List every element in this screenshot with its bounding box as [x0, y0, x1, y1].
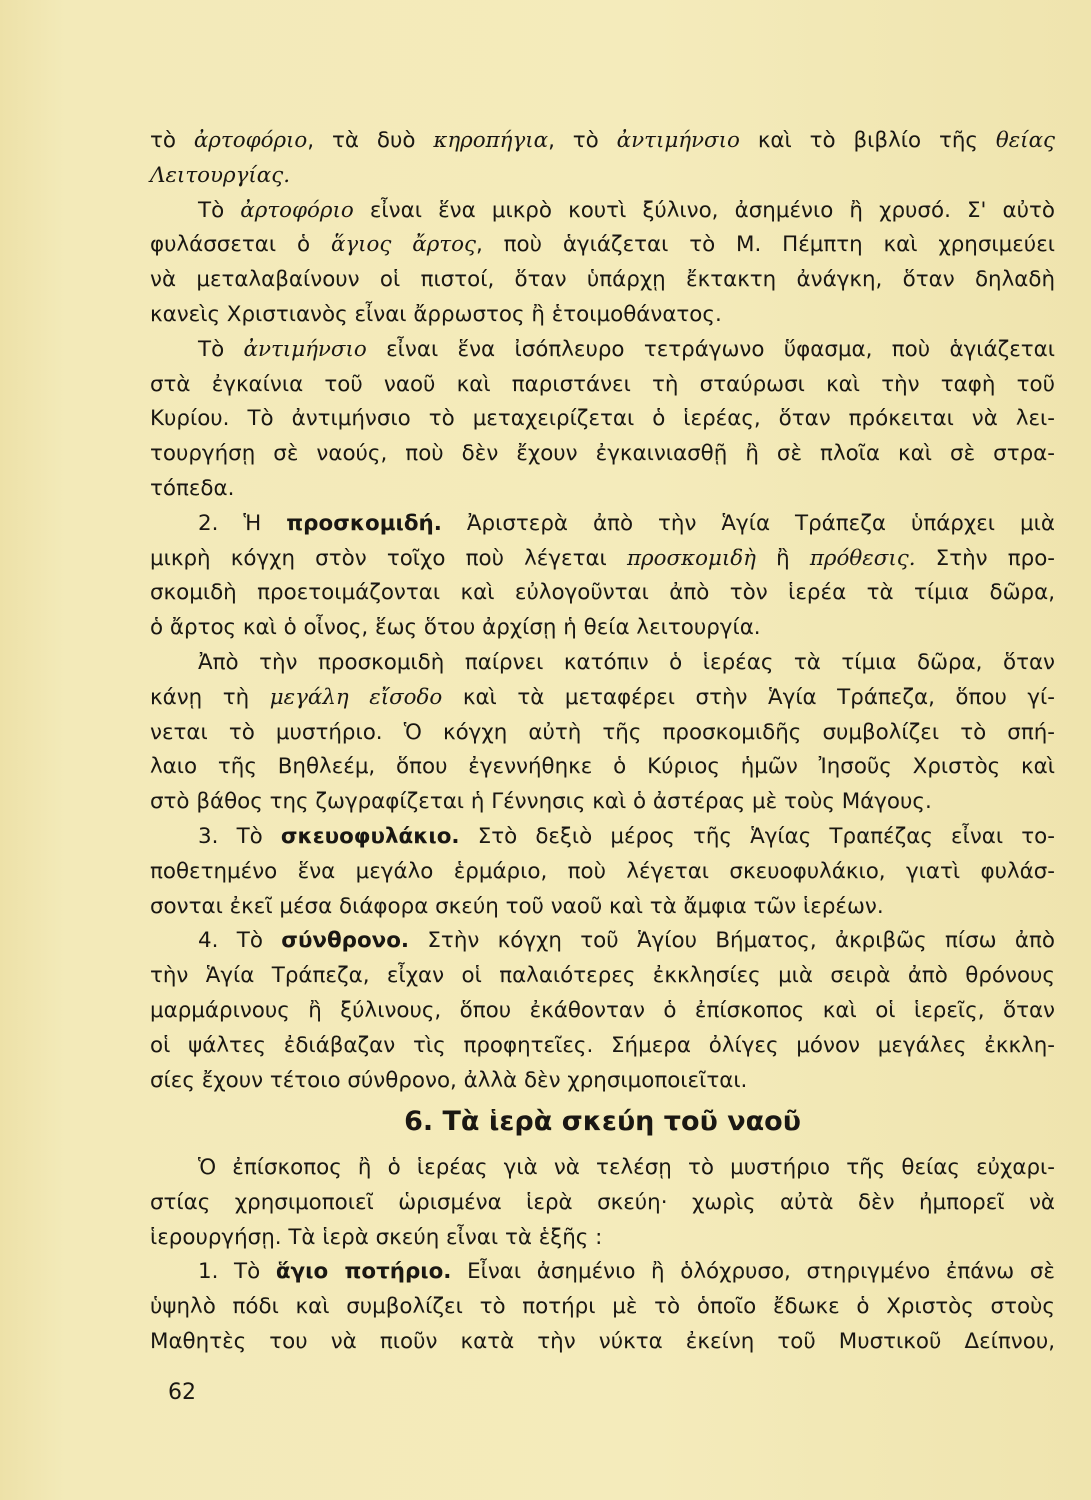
text-line: Ὁ ἐπίσκοπος ἢ ὁ ἱερέας γιὰ νὰ τελέσῃ τὸ μυστήριο τῆς θείας εὐχαρι-: [198, 1155, 1055, 1180]
text-line: σίες ἔχουν τέτοιο σύνθρονο, ἀλλὰ δὲν χρησιμοποιεῖται.: [150, 1067, 748, 1093]
text-line: Τὸ ἀρτοφόριο εἶναι ἕνα μικρὸ κουτὶ ξύλινο, ἀσημένιο ἢ χρυσό. Σ' αὐτὸ: [198, 197, 1055, 223]
italic-term: προσκομιδὴ: [626, 545, 756, 571]
text-line: σκομιδὴ προετοιμάζονται καὶ εὐλογοῦνται ἀπὸ τὸν ἱερέα τὰ τίμια δῶρα,: [150, 580, 1055, 606]
text-line: νὰ μεταλαβαίνουν οἱ πιστοί, ὅταν ὑπάρχῃ ἔκτακτη ἀνάγκη, ὅταν δηλαδὴ: [150, 267, 1055, 293]
text-line: νεται τὸ μυστήριο. Ὁ κόγχη αὐτὴ τῆς προσκομιδῆς συμβολίζει τὸ σπή-: [150, 719, 1055, 745]
body-text-upper: [150, 124, 1055, 1098]
italic-term: ἀντιμήνσιο: [243, 336, 367, 362]
text-line: στίας χρησιμοποιεῖ ὡρισμένα ἱερὰ σκεύη· χωρὶς αὐτὰ δὲν ἠμπορεῖ νὰ: [150, 1189, 1055, 1215]
text-line: ποθετημένο ἕνα μεγάλο ἑρμάριο, ποὺ λέγεται σκευοφυλάκιο, γιατὶ φυλάσ-: [150, 858, 1055, 884]
text-line: Κυρίου. Τὸ ἀντιμήνσιο τὸ μεταχειρίζεται ὁ ἱερέας, ὅταν πρόκειται νὰ λει-: [150, 406, 1055, 432]
text-line: τὸ ἀρτοφόριο, τὰ δυὸ κηροπήγια, τὸ ἀντιμήνσιο καὶ τὸ βιβλίο τῆς θείας: [150, 128, 1055, 153]
italic-term: κηροπήγια: [433, 128, 549, 153]
text-line: τουργήσῃ σὲ ναούς, ποὺ δὲν ἔχουν ἐγκαινιασθῇ ἢ σὲ πλοῖα καὶ σὲ στρα-: [150, 441, 1055, 467]
italic-term: μεγάλη εἴσοδο: [269, 684, 443, 710]
text-line: ὑψηλὸ πόδι καὶ συμβολίζει τὸ ποτήρι μὲ τὸ ὁποῖο ἔδωκε ὁ Χριστὸς στοὺς: [150, 1294, 1055, 1320]
text-line: μικρὴ κόγχη στὸν τοῖχο ποὺ λέγεται προσκομιδὴ ἢ πρόθεσις. Στὴν προ-: [150, 545, 1056, 571]
bold-term: σύνθρονο.: [281, 928, 410, 954]
bold-term: ἅγιο ποτήριο.: [275, 1259, 452, 1285]
text-line: Λειτουργίας.: [150, 162, 291, 188]
italic-term: ἀρτοφόριο: [240, 197, 354, 223]
text-line: Ἀπὸ τὴν προσκομιδὴ παίρνει κατόπιν ὁ ἱερέας τὰ τίμια δῶρα, ὅταν: [198, 649, 1055, 675]
text-line: στὸ βάθος της ζωγραφίζεται ἡ Γέννησις καὶ ὁ ἀστέρας μὲ τοὺς Μάγους.: [150, 789, 932, 815]
italic-term: πρόθεσις.: [809, 545, 916, 571]
italic-term: ἀρτοφόριο: [193, 128, 308, 153]
italic-term: θείας: [995, 128, 1055, 153]
text-line: κανεὶς Χριστιανὸς εἶναι ἄρρωστος ἢ ἑτοιμοθάνατος.: [150, 301, 722, 327]
bold-term: σκευοφυλάκιο.: [280, 823, 460, 849]
page-number: 62: [168, 1380, 196, 1405]
text-line: ἱερουργήσῃ. Τὰ ἱερὰ σκεύη εἶναι τὰ ἑξῆς :: [150, 1224, 603, 1250]
text-line: κάνῃ τὴ μεγάλη εἴσοδο καὶ τὰ μεταφέρει στὴν Ἁγία Τράπεζα, ὅπου γί-: [150, 684, 1056, 710]
text-line: φυλάσσεται ὁ ἅγιος ἄρτος, ποὺ ἁγιάζεται τὸ Μ. Πέμπτη καὶ χρησιμεύει: [150, 232, 1055, 258]
text-line: σονται ἐκεῖ μέσα διάφορα σκεύη τοῦ ναοῦ καὶ τὰ ἄμφια τῶν ἱερέων.: [150, 893, 884, 919]
text-line: Μαθητὲς του νὰ πιοῦν κατὰ τὴν νύκτα ἐκείνη τοῦ Μυστικοῦ Δείπνου,: [150, 1328, 1055, 1354]
text-line: λαιο τῆς Βηθλεέμ, ὅπου ἐγεννήθηκε ὁ Κύριος ἡμῶν Ἰησοῦς Χριστὸς καὶ: [150, 754, 1055, 780]
bold-term: προσκομιδή.: [286, 510, 442, 536]
text-line: οἱ ψάλτες ἐδιάβαζαν τὶς προφητεῖες. Σήμερα ὀλίγες μόνον μεγάλες ἐκκλη-: [150, 1032, 1055, 1058]
text-line: 1. Τὸ ἅγιο ποτήριο. Εἶναι ἀσημένιο ἢ ὁλόχρυσο, στηριγμένο ἐπάνω σὲ: [198, 1259, 1055, 1285]
italic-term: ἅγιος ἄρτος: [330, 232, 476, 258]
section-heading: 6. Τὰ ἱερὰ σκεύη τοῦ ναοῦ: [404, 1106, 801, 1137]
text-line: Τὸ ἀντιμήνσιο εἶναι ἕνα ἰσόπλευρο τετράγωνο ὕφασμα, ποὺ ἁγιάζεται: [198, 336, 1055, 362]
text-line: τὴν Ἁγία Τράπεζα, εἶχαν οἱ παλαιότερες ἐκκλησίες μιὰ σειρὰ ἀπὸ θρόνους: [150, 963, 1055, 989]
text-line: ὁ ἄρτος καὶ ὁ οἶνος, ἕως ὅτου ἀρχίσῃ ἡ θεία λειτουργία.: [150, 615, 761, 641]
text-line: στὰ ἐγκαίνια τοῦ ναοῦ καὶ παριστάνει τὴ σταύρωσι καὶ τὴν ταφὴ τοῦ: [150, 371, 1055, 397]
italic-term: ἀντιμήνσιο: [616, 128, 740, 153]
text-line: 3. Τὸ σκευοφυλάκιο. Στὸ δεξιὸ μέρος τῆς Ἁγίας Τραπέζας εἶναι το-: [198, 823, 1055, 849]
body-text-lower: [150, 1150, 1055, 1359]
text-line: 4. Τὸ σύνθρονο. Στὴν κόγχη τοῦ Ἁγίου Βήματος, ἀκριβῶς πίσω ἀπὸ: [198, 928, 1055, 954]
text-line: μαρμάρινους ἢ ξύλινους, ὅπου ἐκάθονταν ὁ ἐπίσκοπος καὶ οἱ ἱερεῖς, ὅταν: [150, 997, 1055, 1023]
text-line: 2. Ἡ προσκομιδή. Ἀριστερὰ ἀπὸ τὴν Ἁγία Τράπεζα ὑπάρχει μιὰ: [198, 510, 1055, 536]
text-line: τόπεδα.: [150, 475, 235, 501]
